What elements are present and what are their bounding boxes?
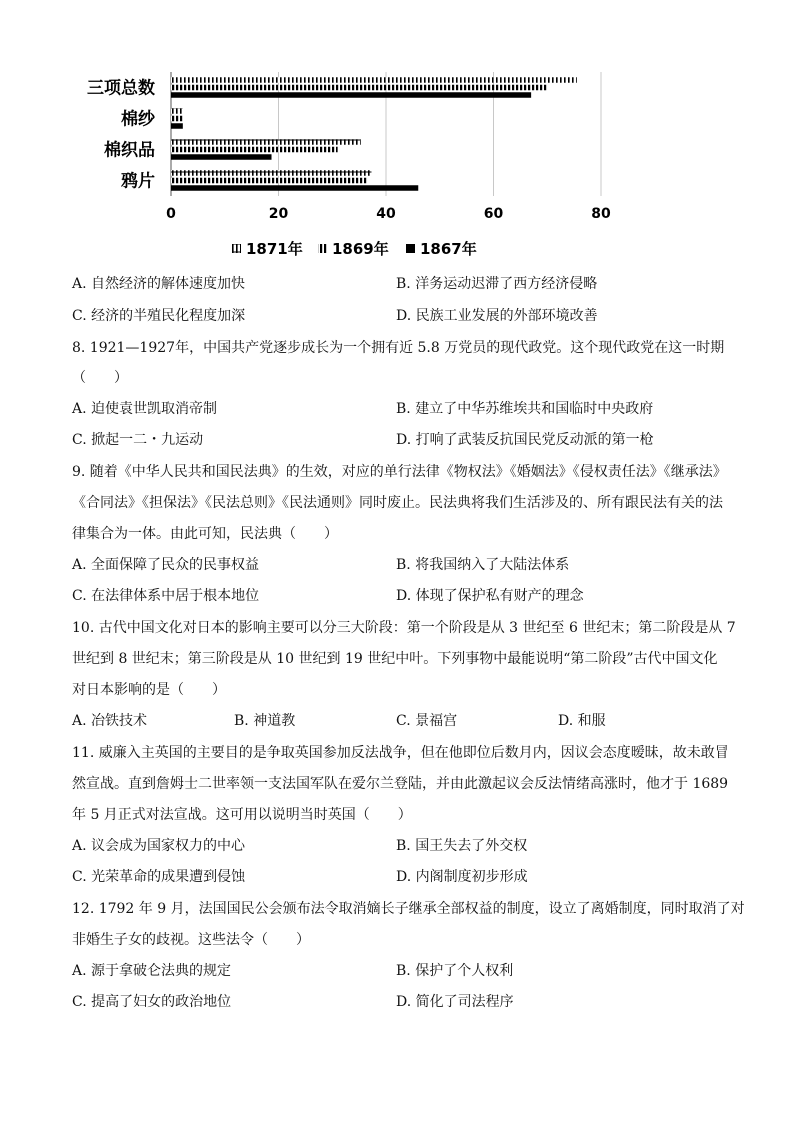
x-tick-label: 60 xyxy=(483,206,504,222)
bar-dotted xyxy=(171,178,367,184)
q10-option-b: B. 神道教 xyxy=(234,713,296,729)
category-label: 棉纱 xyxy=(121,109,155,130)
q7-option-d: D. 民族工业发展的外部环境改善 xyxy=(396,308,598,324)
category-label: 棉织品 xyxy=(104,140,155,161)
q12-option-c: C. 提高了妇女的政治地位 xyxy=(72,994,232,1010)
bar-hatched xyxy=(171,170,371,176)
q8-option-d: D. 打响了武装反抗国民党反动派的第一枪 xyxy=(396,432,654,448)
q9-option-a: A. 全面保障了民众的民事权益 xyxy=(72,557,260,573)
bar-chart xyxy=(0,0,794,270)
category-label: 鸦片 xyxy=(121,171,155,192)
q11-option-d: D. 内阁制度初步形成 xyxy=(396,869,528,885)
q10-option-a: A. 冶铁技术 xyxy=(72,713,148,729)
q12-stem-line-1: 12. 1792 年 9 月，法国国民公会颁布法令取消嫡长子继承全部权益的制度，设立了离婚制度，同时取消了对 xyxy=(72,901,745,917)
bar-solid xyxy=(171,92,531,98)
category-label: 三项总数 xyxy=(87,78,155,99)
legend-swatch xyxy=(318,244,327,253)
x-tick-label: 40 xyxy=(376,206,396,222)
q11-option-b: B. 国王失去了外交权 xyxy=(396,838,528,854)
bar-dotted xyxy=(171,116,183,122)
q9-stem-line-3: 律集合为一体。由此可知，民法典（ ） xyxy=(72,526,338,542)
q11-stem-line-2: 然宣战。直到詹姆士二世率领一支法国军队在爱尔兰登陆，并由此激起议会反法情绪高涨时，他才于 1689 xyxy=(72,776,729,792)
x-tick-label: 80 xyxy=(591,206,611,222)
bar-solid xyxy=(171,185,418,191)
bar-dotted xyxy=(171,147,338,153)
q9-stem-line-1: 9. 随着《中华人民共和国民法典》的生效，对应的单行法律《物权法》《婚姻法》《侵权责任法》《继承法》 xyxy=(72,464,727,480)
q9-stem-line-2: 《合同法》《担保法》《民法总则》《民法通则》同时废止。民法典将我们生活涉及的、所有跟民法有关的法 xyxy=(72,495,723,511)
q10-stem-line-2: 世纪到 8 世纪末；第三阶段是从 10 世纪到 19 世纪中叶。下列事物中最能说明“第二阶段”古代中国文化 xyxy=(72,651,718,667)
q10-stem-line-1: 10. 古代中国文化对日本的影响主要可以分三大阶段：第一个阶段是从 3 世纪至 6 世纪末；第二阶段是从 7 xyxy=(72,620,736,636)
q12-option-b: B. 保护了个人权利 xyxy=(396,963,514,979)
q11-option-a: A. 议会成为国家权力的中心 xyxy=(72,838,246,854)
legend-swatch xyxy=(232,244,241,253)
q8-option-b: B. 建立了中华苏维埃共和国临时中央政府 xyxy=(396,401,654,417)
q10-option-c: C. 景福宫 xyxy=(396,713,458,729)
q11-stem-line-1: 11. 威廉入主英国的主要目的是争取英国参加反法战争，但在他即位后数月内，因议会态度暧昧，故未敢冒 xyxy=(72,745,729,761)
q9-option-d: D. 体现了保护私有财产的理念 xyxy=(396,588,584,604)
bar-solid xyxy=(171,123,183,129)
q7-option-a: A. 自然经济的解体速度加快 xyxy=(72,276,246,292)
q7-option-c: C. 经济的半殖民化程度加深 xyxy=(72,308,246,324)
legend-label: 1867年 xyxy=(420,240,477,258)
q12-stem-line-2: 非婚生子女的歧视。这些法令（ ） xyxy=(72,932,310,948)
bar-hatched xyxy=(171,139,361,145)
q11-option-c: C. 光荣革命的成果遭到侵蚀 xyxy=(72,869,246,885)
q8-stem-line-2: （ ） xyxy=(72,370,128,386)
bar-hatched xyxy=(171,77,577,83)
bar-solid xyxy=(171,154,272,160)
q9-option-c: C. 在法律体系中居于根本地位 xyxy=(72,588,260,604)
q12-option-d: D. 简化了司法程序 xyxy=(396,994,514,1010)
q12-option-a: A. 源于拿破仑法典的规定 xyxy=(72,963,232,979)
q8-option-a: A. 迫使袁世凯取消帝制 xyxy=(72,401,218,417)
q8-option-c: C. 掀起一二・九运动 xyxy=(72,432,204,448)
q8-stem-line-1: 8. 1921—1927年，中国共产党逐步成长为一个拥有近 5.8 万党员的现代政党。这个现代政党在这一时期 xyxy=(72,340,725,356)
legend-label: 1871年 xyxy=(246,240,303,258)
q11-stem-line-3: 年 5 月正式对法宣战。这可用以说明当时英国（ ） xyxy=(72,807,412,823)
q10-option-d: D. 和服 xyxy=(558,713,606,729)
x-tick-label: 0 xyxy=(166,206,176,222)
legend-swatch xyxy=(406,244,415,253)
q10-stem-line-3: 对日本影响的是（ ） xyxy=(72,682,226,698)
x-tick-label: 20 xyxy=(268,206,289,222)
q9-option-b: B. 将我国纳入了大陆法体系 xyxy=(396,557,570,573)
q7-option-b: B. 洋务运动迟滞了西方经济侵略 xyxy=(396,276,598,292)
legend-label: 1869年 xyxy=(332,240,389,258)
bar-dotted xyxy=(171,85,547,91)
bar-hatched xyxy=(171,108,183,114)
